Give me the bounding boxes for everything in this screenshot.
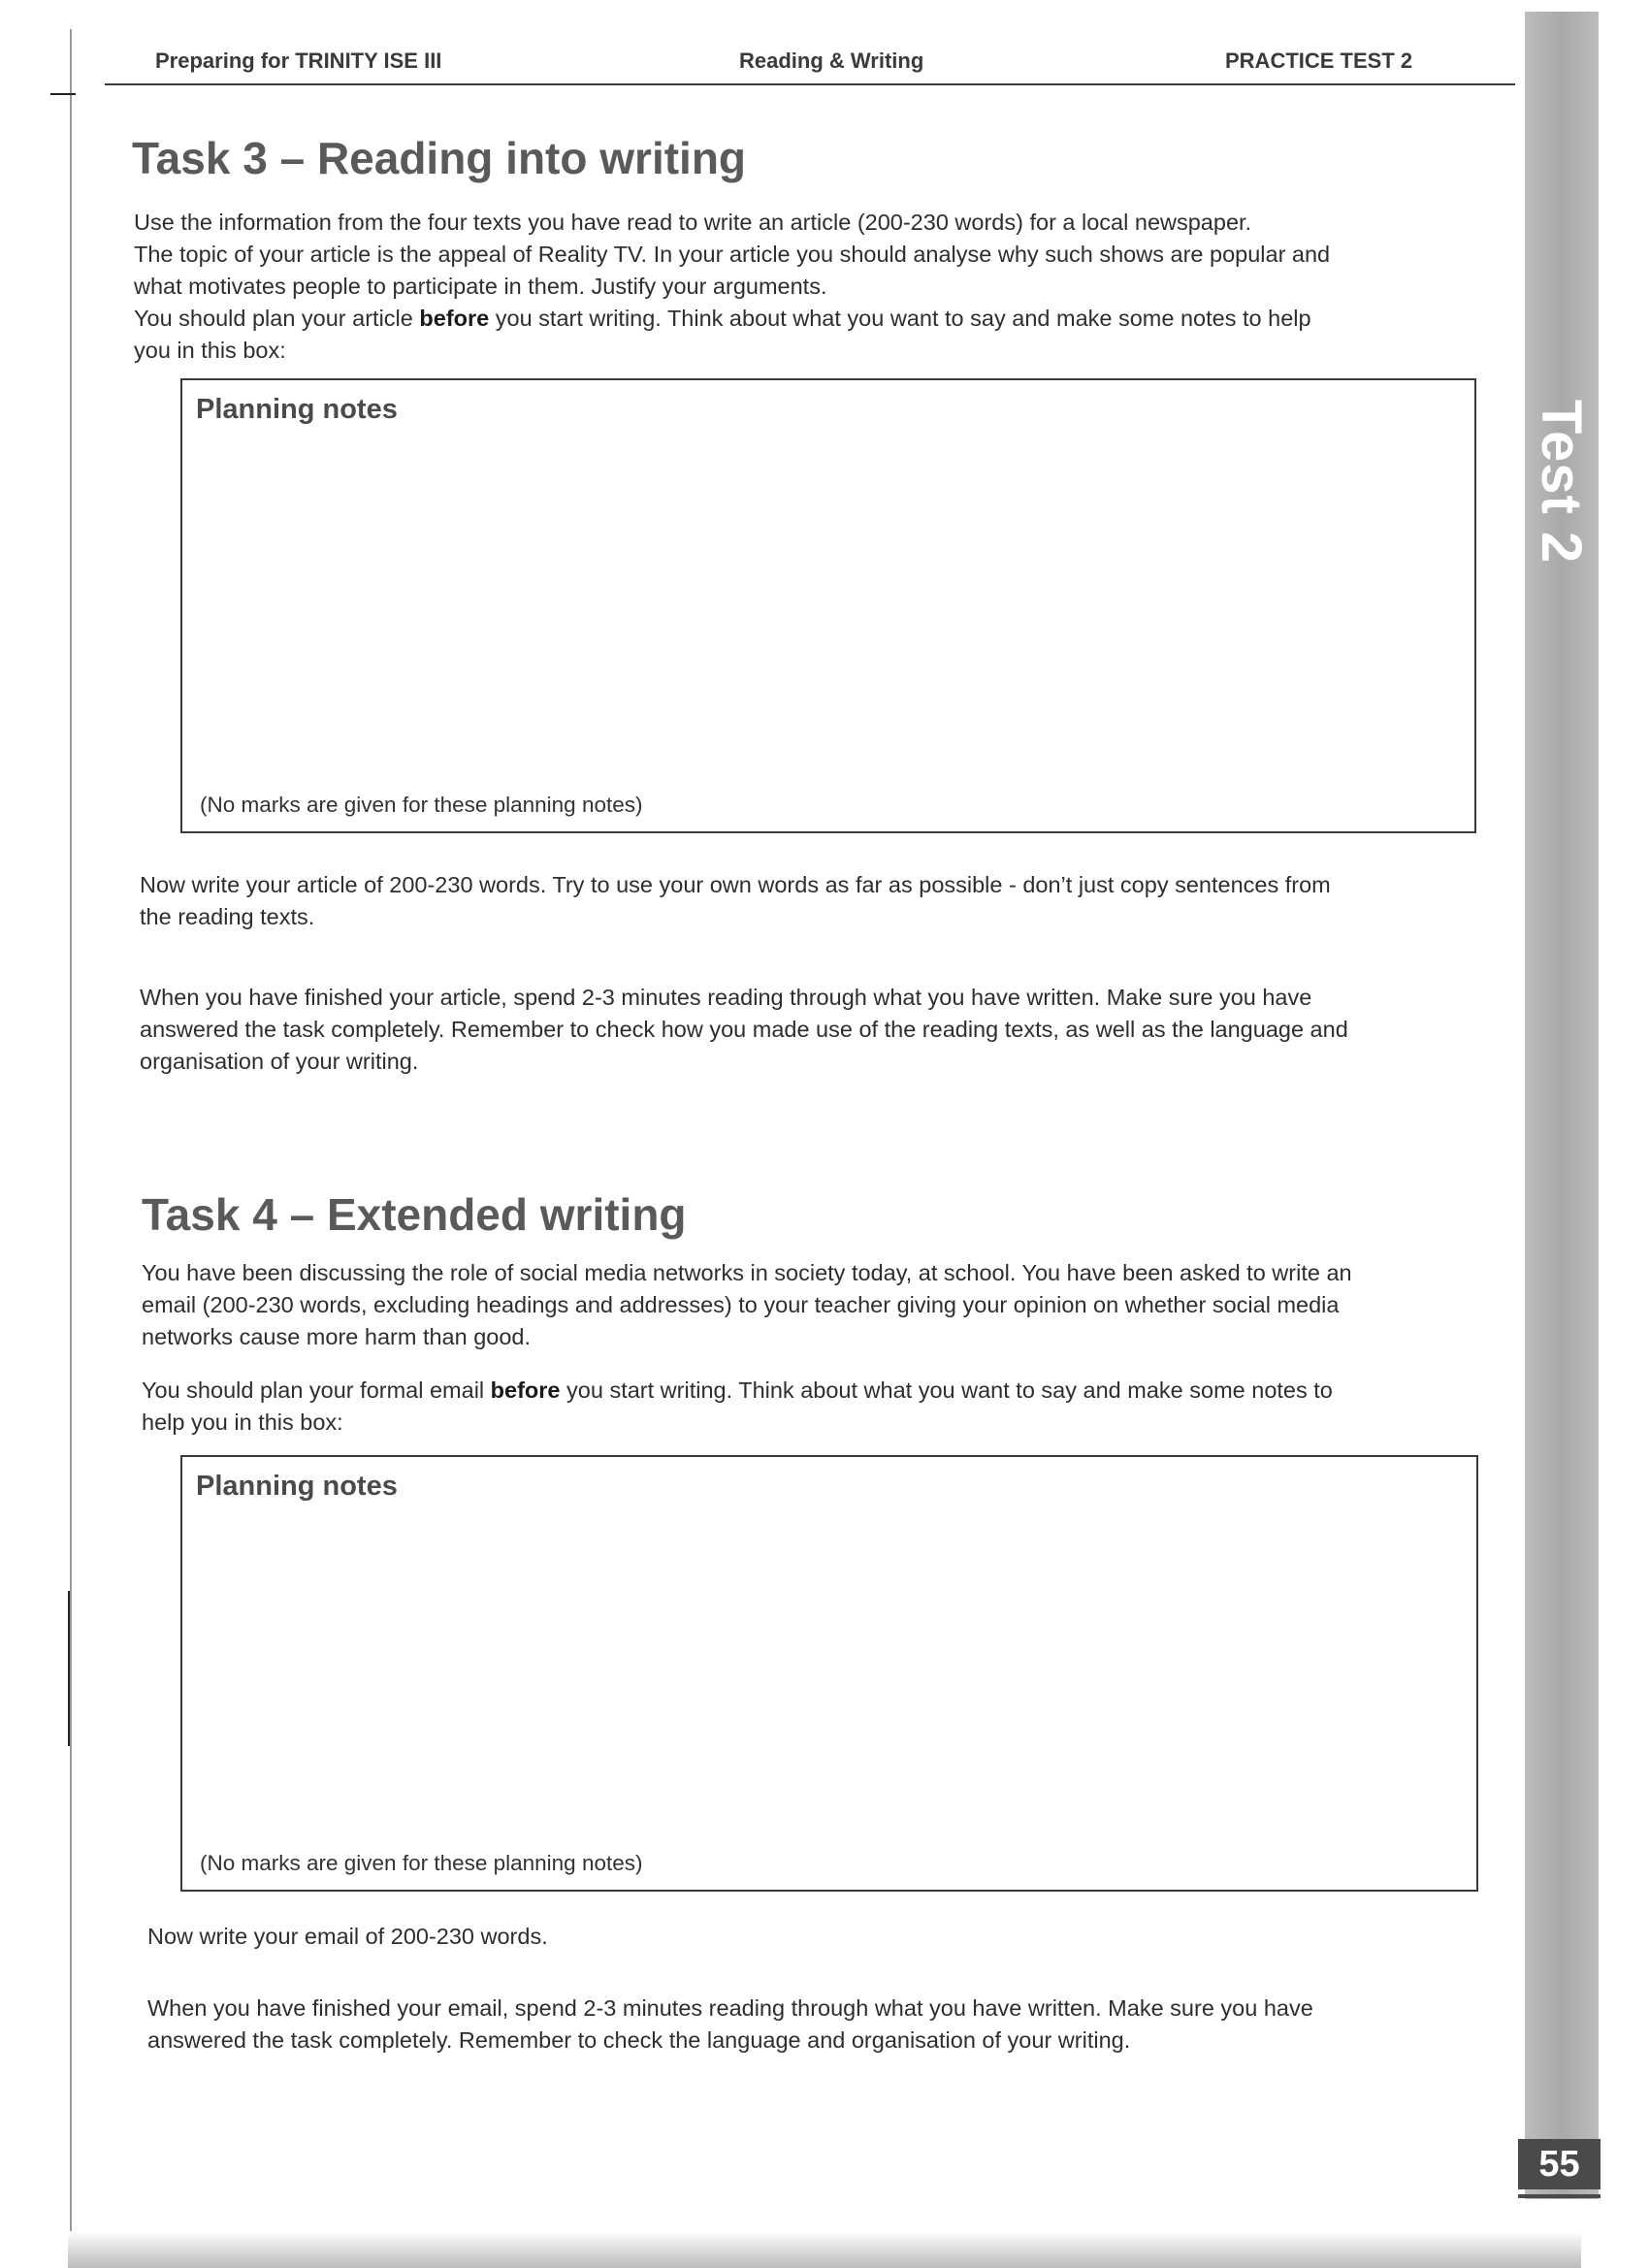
task3-notes-title: Planning notes (196, 394, 398, 425)
instruction-line: When you have finished your article, spend 2-3 minutes reading through what you have written. Make sure you have (140, 985, 1312, 1010)
instruction-line: When you have finished your email, spend 2-3 minutes reading through what you have written. Make sure you have (147, 1995, 1313, 2021)
task3-instruction-write (140, 869, 1517, 933)
binding-mark-side (68, 1591, 70, 1746)
task3-plan-bold: before (419, 306, 490, 331)
task3-intro-line: The topic of your article is the appeal of Reality TV. In your article you should analyse why such shows are popular and (134, 242, 1331, 267)
binding-mark-top (50, 93, 76, 95)
instruction-line: Now write your email of 200-230 words. (147, 1924, 548, 1949)
header-book-title: Preparing for TRINITY ISE III (155, 49, 442, 73)
task3-plan-text: you start writing. Think about what you want to say and make some notes to help (489, 306, 1311, 331)
page-bottom-shadow (68, 2231, 1581, 2268)
task3-planning-notes-box[interactable] (180, 378, 1476, 833)
task3-instruction-review (140, 982, 1517, 1078)
task3-plan-text: You should plan your article (134, 306, 420, 331)
task4-planning-notes-box[interactable] (180, 1455, 1478, 1892)
task4-instruction-review (147, 1993, 1525, 2057)
header-rule (105, 83, 1515, 85)
task4-plan-text: help you in this box: (142, 1409, 343, 1435)
task3-notes-footer: (No marks are given for these planning notes) (200, 793, 643, 817)
instruction-line: organisation of your writing. (140, 1049, 419, 1074)
task4-plan (142, 1375, 1519, 1439)
task4-title: Task 4 – Extended writing (142, 1189, 687, 1240)
task4-plan-text: you start writing. Think about what you want to say and make some notes to (560, 1377, 1333, 1403)
task4-intro-line: email (200-230 words, excluding headings and addresses) to your teacher giving your opinion on whether social media (142, 1292, 1340, 1317)
task4-instruction-write (147, 1921, 1525, 1953)
header-section: Reading & Writing (739, 49, 924, 73)
task3-intro-line: what motivates people to participate in them. Justify your arguments. (134, 274, 827, 299)
instruction-line: answered the task completely. Remember to check how you made use of the reading texts, as well as the language and (140, 1017, 1348, 1042)
task3-intro (134, 207, 1511, 367)
task4-intro-line: networks cause more harm than good. (142, 1324, 532, 1349)
task3-plan-text: you in this box: (134, 338, 286, 363)
page-edge (70, 29, 72, 2251)
sidebar-label: Test 2 (1530, 399, 1594, 564)
task3-title: Task 3 – Reading into writing (132, 133, 747, 183)
task3-intro-line: Use the information from the four texts you have read to write an article (200-230 words) for a local newspaper. (134, 210, 1252, 235)
test-sidebar-tab (1525, 12, 1599, 2199)
task4-notes-footer: (No marks are given for these planning notes) (200, 1851, 643, 1875)
instruction-line: the reading texts. (140, 904, 315, 929)
page-number: 55 (1518, 2139, 1600, 2189)
task4-intro (142, 1257, 1519, 1353)
task4-plan-bold: before (490, 1377, 561, 1403)
task4-notes-title: Planning notes (196, 1471, 398, 1502)
header-test-label: PRACTICE TEST 2 (1225, 49, 1413, 73)
task4-plan-text: You should plan your formal email (142, 1377, 491, 1403)
task4-intro-line: You have been discussing the role of social media networks in society today, at school. You have been asked to write an (142, 1260, 1352, 1285)
instruction-line: Now write your article of 200-230 words. Try to use your own words as far as possible - don’t just copy sentences from (140, 872, 1331, 897)
page-number-rule (1518, 2194, 1600, 2198)
instruction-line: answered the task completely. Remember to check the language and organisation of your writing. (147, 2027, 1131, 2053)
